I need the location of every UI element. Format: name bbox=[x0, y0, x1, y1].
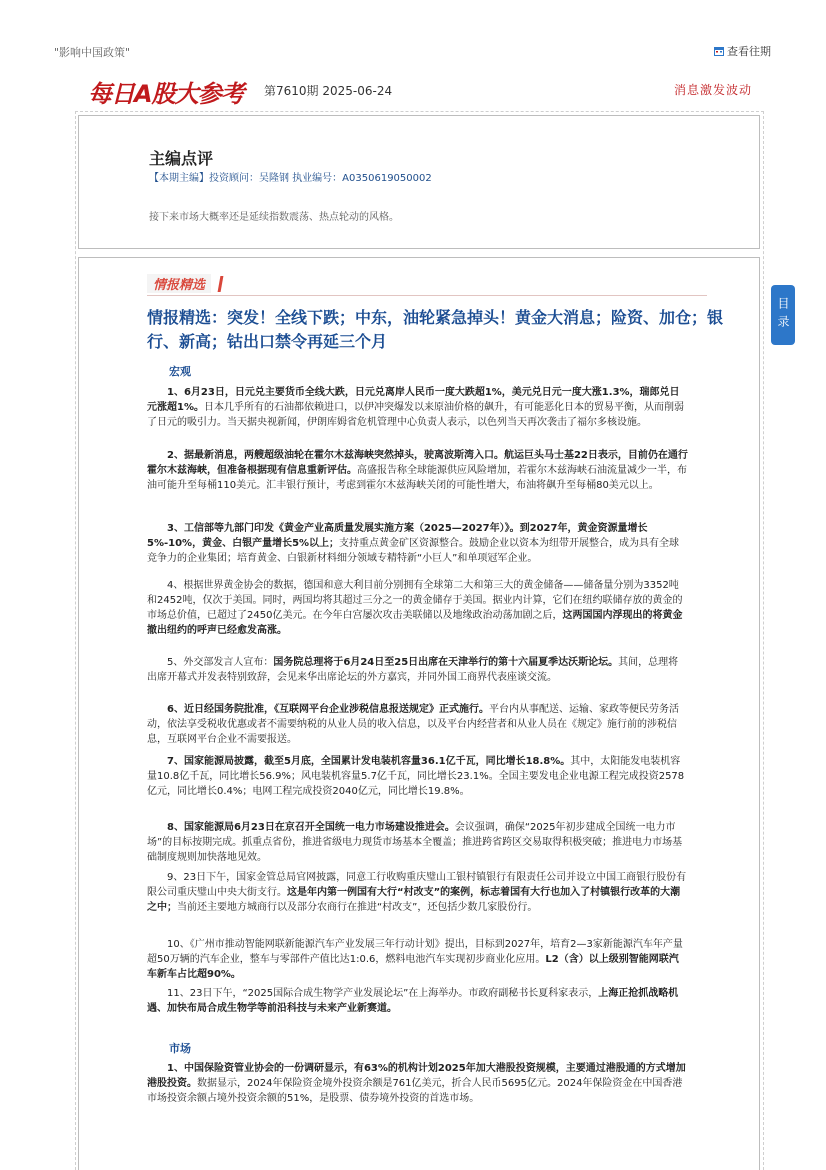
macro-item: 9、23日下午，国家金管总局官网披露，同意工行收购重庆璧山工银村镇银行有限责任公司并设立中国工商银行股份有限公司重庆璧山中央大街支行。这是年内第一例国有大行“村改支”的案例，标志着国有大行也加入了村镇银行改革的大潮之中；当前还主要地方城商行以及部分农商行在推进“村改支”，还包括少数几家股份行。 bbox=[147, 872, 687, 913]
market-section-title: 市场 bbox=[169, 1042, 191, 1055]
editor-comment: 接下来市场大概率还是延续指数震荡、热点轮动的风格。 bbox=[149, 212, 399, 223]
macro-item: 5、外交部发言人宣布：国务院总理将于6月24日至25日出席在天津举行的第十六届夏季达沃斯论坛。其间，总理将出席开幕式并发表特别致辞，会见来华出席论坛的外方嘉宾，并同外国工商界代表座谈交流。 bbox=[147, 657, 679, 683]
intel-card bbox=[78, 257, 760, 1170]
slogan: 消息激发波动 bbox=[673, 83, 752, 97]
headline: 情报精选：突发！全线下跌；中东，油轮紧急掉头！黄金大消息；险资、加仓；银行、新高；钴出口禁令再延三个月 bbox=[147, 308, 724, 351]
macro-item: 4、根据世界黄金协会的数据，德国和意大利目前分别拥有全球第二大和第三大的黄金储备——储备量分别为3352吨和2452吨，仅次于美国。同时，两国均将其超过三分之一的黄金储存于美国。据业内计算，它们在纽约联储存放的黄金的市场总价值，已超过了2450亿美元。在今年白宫屡次攻击美联储以及地缘政治动荡加剧之后，这两国国内浮现出的将黄金撤出纽约的呼声已经愈发高涨。 bbox=[147, 580, 683, 636]
logo: 每日A股大参考 bbox=[88, 80, 244, 108]
divider bbox=[147, 295, 707, 296]
macro-item: 1、6月23日，日元兑主要货币全线大跌，日元兑离岸人民币一度大跌超1%，美元兑日元一度大涨1.3%，瑞郎兑日元涨超1%。日本几乎所有的石油都依赖进口，以伊冲突爆发以来原油价格的飙升，有可能恶化日本的贸易平衡，从而削弱了日元的吸引力。当天据央视新闻，伊朗库姆省危机管理中心负责人表示，以色列当天再次袭击了福尔多核设施。 bbox=[147, 387, 684, 428]
macro-item: 6、近日经国务院批准，《互联网平台企业涉税信息报送规定》正式施行。平台内从事配送、运输、家政等便民劳务活动，依法享受税收优惠或者不需要纳税的从业人员的收入信息，以及平台内经营者和从业人员在《规定》施行前的涉税信息，互联网平台企业不需要报送。 bbox=[147, 704, 679, 745]
macro-item: 8、国家能源局6月23日在京召开全国统一电力市场建设推进会。会议强调，确保“2025年初步建成全国统一电力市场”的目标按期完成。抓重点省份，推进省级电力现货市场基本全覆盖；推进跨省跨区交易取得积极突破；推进电力市场基础制度规则加快落地见效。 bbox=[147, 822, 683, 863]
tag-accent bbox=[218, 276, 224, 292]
editor-card bbox=[78, 115, 760, 249]
section-tag bbox=[147, 274, 707, 294]
editor-title: 主编点评 bbox=[149, 149, 214, 168]
editor-meta: 【本期主编】投资顾问：吴隆钢 执业编号：A0350619050002 bbox=[149, 173, 432, 184]
macro-item: 2、据最新消息，两艘超级油轮在霍尔木兹海峡突然掉头，驶离波斯湾入口。航运巨头马士基22日表示，目前仍在通行霍尔木兹海峡，但准备根据现有信息重新评估。高盛报告称全球能源供应风险增加，若霍尔木兹海峡石油流量减少一半，布油可能升至每桶110美元。汇丰银行预计，考虑到霍尔木兹海峡关闭的可能性增大，布油将飙升至每桶80美元以上。 bbox=[147, 450, 688, 491]
issue-date: 第7610期 2025-06-24 bbox=[264, 84, 393, 98]
macro-item: 7、国家能源局披露，截至5月底，全国累计发电装机容量36.1亿千瓦，同比增长18.8%。其中，太阳能发电装机容量10.8亿千瓦，同比增长56.9%；风电装机容量5.7亿千瓦，同比增长23.1%。全国主要发电企业电源工程完成投资2578亿元，同比增长0.4%；电网工程完成投资2040亿元，同比增长19.8%。 bbox=[147, 756, 685, 797]
market-item: 1、中国保险资管业协会的一份调研显示，有63%的机构计划2025年加大港股投资规模，主要通过港股通的方式增加港股投资。数据显示，2024年保险资金境外投资余额是761亿美元，折合人民币5695亿元。2024年保险资金在中国香港市场投资余额占境外投资余额的51%，是股票、债券境外投资的首选市场。 bbox=[147, 1063, 686, 1104]
tagline: "影响中国政策" bbox=[54, 46, 131, 59]
macro-item: 10、《广州市推动智能网联新能源汽车产业发展三年行动计划》提出，目标到2027年，培育2—3家新能源汽车年产量超50万辆的汽车企业，整车与零部件产值比达1:0.6，燃料电池汽车实现初步商业化应用。L2（含）以上级别智能网联汽车新车占比超90%。 bbox=[147, 939, 683, 980]
macro-section-title: 宏观 bbox=[169, 365, 191, 378]
macro-item: 3、工信部等九部门印发《黄金产业高质量发展实施方案（2025—2027年）》。到2027年，黄金资源量增长5%-10%，黄金、白银产量增长5%以上；支持重点黄金矿区资源整合。鼓励企业以资本为纽带开展整合，成为具有全球竞争力的企业集团；培育黄金、白银新材料细分领域专精特新“小巨人”和单项冠军企业。 bbox=[147, 523, 680, 564]
masthead bbox=[88, 74, 760, 108]
macro-item: 11、23日下午，“2025国际合成生物学产业发展论坛”在上海举办。市政府副秘书长夏科家表示，上海正抢抓战略机遇、加快布局合成生物学等前沿科技与未来产业新赛道。 bbox=[147, 988, 679, 1014]
toc-tab[interactable]: 目录 bbox=[771, 285, 795, 345]
calendar-icon bbox=[714, 46, 724, 56]
section-tag-label: 情报精选 bbox=[147, 274, 211, 293]
history-link-label: 查看往期 bbox=[727, 45, 771, 58]
history-link[interactable] bbox=[714, 43, 771, 59]
